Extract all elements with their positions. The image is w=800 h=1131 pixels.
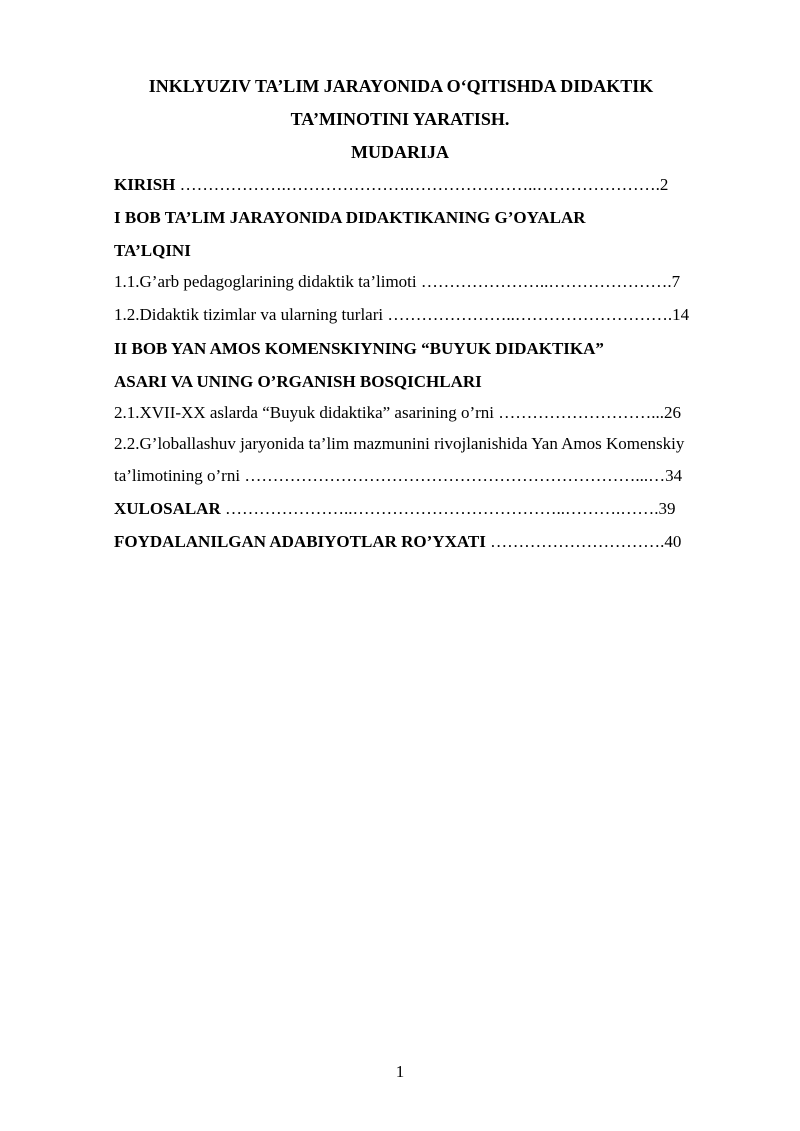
toc-entry-references: FOYDALANILGAN ADABIYOTLAR RO’YXATI ………………………….40 (114, 532, 682, 551)
toc-entry-1-1: 1.1.G’arb pedagoglarining didaktik ta’limoti …………………..………………….7 (114, 272, 681, 291)
page-number: 1 (395, 1062, 405, 1081)
toc-entry-2-2-cont: ta’limotining o’rni ……………………………………………………………...…34 (114, 466, 683, 485)
document-title-line-1: INKLYUZIV TA’LIM JARAYONIDA O‘QITISHDA DIDAKTIK (148, 76, 654, 96)
toc-chapter-1-title-cont: TA’LQINI (114, 241, 191, 260)
toc-entry-xulosalar: XULOSALAR …………………..………………………………..……….…….39 (114, 499, 676, 518)
toc-entry-1-2: 1.2.Didaktik tizimlar va ularning turlari …………………..……………………….14 (114, 305, 690, 324)
contents-heading: MUDARIJA (351, 142, 449, 162)
document-title-line-2: TA’MINOTINI YARATISH. (290, 109, 510, 129)
toc-entry-kirish: KIRISH ……………….………………….…………………..………………….2 (114, 175, 669, 194)
toc-entry-2-1: 2.1.XVII-XX aslarda “Buyuk didaktika” asarining o’rni ………………………...26 (114, 403, 682, 422)
toc-entry-2-2: 2.2.G’loballashuv jaryonida ta’lim mazmunini rivojlanishida Yan Amos Komenskiy (114, 434, 685, 453)
toc-chapter-2-title: II BOB YAN AMOS KOMENSKIYNING “BUYUK DIDAKTIKA” (114, 339, 604, 358)
toc-chapter-2-title-cont: ASARI VA UNING O’RGANISH BOSQICHLARI (114, 372, 482, 391)
toc-chapter-1-title: I BOB TA’LIM JARAYONIDA DIDAKTIKANING G’OYALAR (114, 208, 586, 227)
